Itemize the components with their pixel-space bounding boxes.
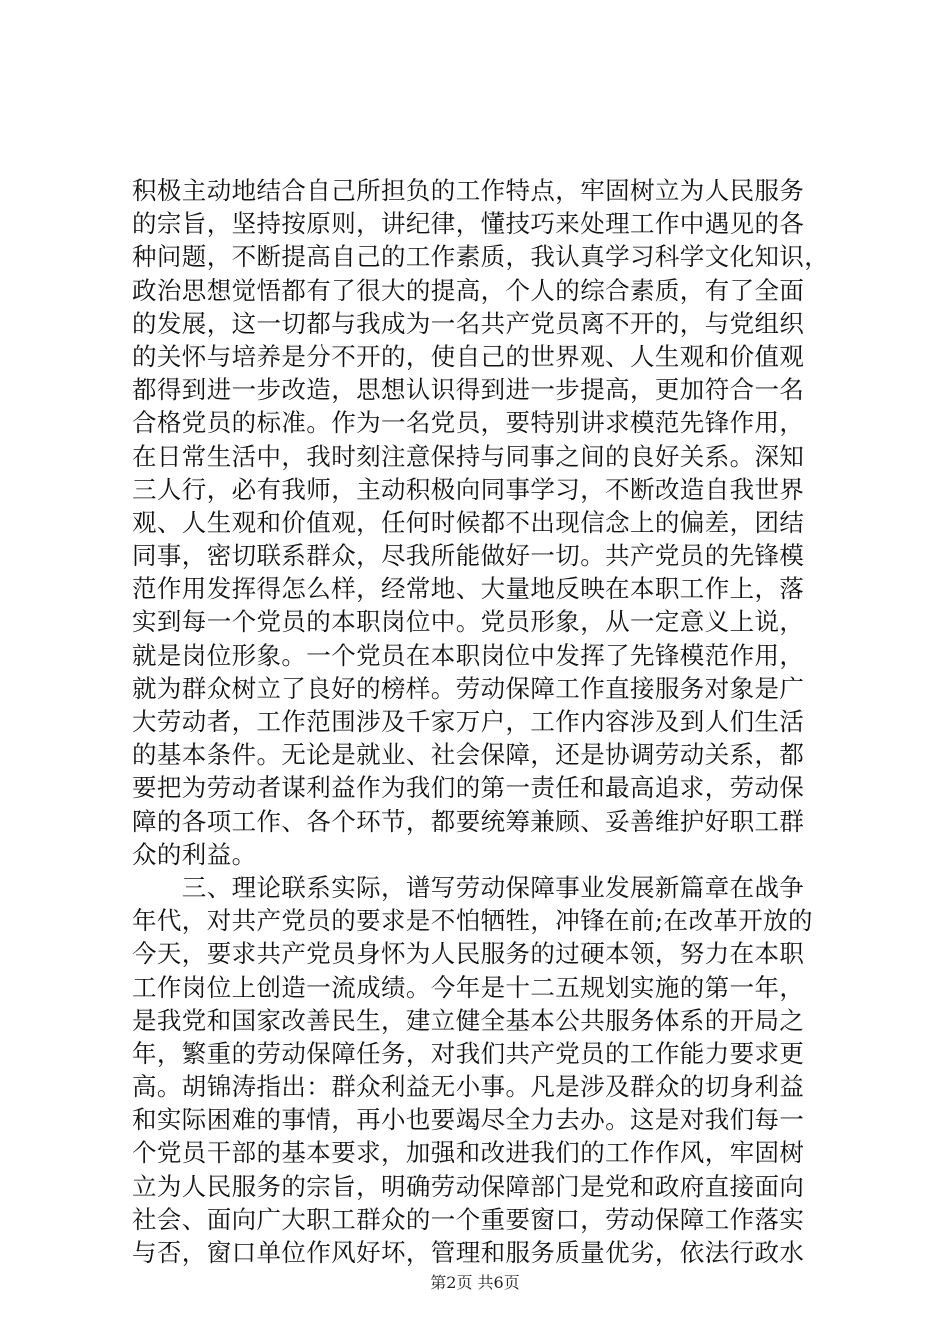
text-line: 年，繁重的劳动保障任务，对我们共产党员的工作能力要求更: [132, 1038, 805, 1068]
text-line: 积极主动地结合自己所担负的工作特点，牢固树立为人民服务: [132, 176, 805, 205]
text-line: 的宗旨，坚持按原则，讲纪律，懂技巧来处理工作中遇见的各: [132, 209, 805, 239]
text-line: 年代，对共产党员的要求是不怕牺牲，冲锋在前;在改革开放的: [132, 906, 813, 936]
text-line: 的基本条件。无论是就业、社会保障，还是协调劳动关系，都: [132, 740, 805, 770]
page-number-footer: 第2页 共6页: [430, 1273, 520, 1292]
text-line: 的发展，这一切都与我成为一名共产党员离不开的，与党组织: [132, 308, 805, 338]
text-line: 就是岗位形象。一个党员在本职岗位中发挥了先锋模范作用，: [132, 640, 805, 670]
text-line: 障的各项工作、各个环节，都要统筹兼顾、妥善维护好职工群: [132, 806, 805, 836]
text-line: 政治思想觉悟都有了很大的提高，个人的综合素质，有了全面: [132, 275, 805, 305]
text-line: 实到每一个党员的本职岗位中。党员形象，从一定意义上说，: [132, 607, 805, 637]
text-line: 都得到进一步改造，思想认识得到进一步提高，更加符合一名: [132, 375, 805, 405]
text-line: 种问题，不断提高自己的工作素质，我认真学习科学文化知识，: [132, 242, 830, 272]
text-line: 在日常生活中，我时刻注意保持与同事之间的良好关系。深知: [132, 441, 805, 471]
text-line: 范作用发挥得怎么样，经常地、大量地反映在本职工作上，落: [132, 574, 805, 604]
text-line: 合格党员的标准。作为一名党员，要特别讲求模范先锋作用，: [132, 408, 805, 438]
text-line: 立为人民服务的宗旨，明确劳动保障部门是党和政府直接面向: [132, 1171, 805, 1201]
text-line: 是我党和国家改善民生，建立健全基本公共服务体系的开局之: [132, 1005, 805, 1035]
text-line: 的关怀与培养是分不开的，使自己的世界观、人生观和价值观: [132, 341, 805, 371]
section-heading-line: 三、理论联系实际，谱写劳动保障事业发展新篇章在战争: [132, 872, 805, 902]
text-line: 三人行，必有我师，主动积极向同事学习，不断改造自我世界: [132, 474, 805, 504]
text-line: 大劳动者，工作范围涉及千家万户，工作内容涉及到人们生活: [132, 707, 805, 736]
text-line: 社会、面向广大职工群众的一个重要窗口，劳动保障工作落实: [132, 1204, 805, 1234]
text-line: 众的利益。: [132, 839, 257, 869]
text-line: 个党员干部的基本要求，加强和改进我们的工作作风，牢固树: [132, 1138, 805, 1168]
text-line: 同事，密切联系群众，尽我所能做好一切。共产党员的先锋模: [132, 541, 805, 571]
text-line: 和实际困难的事情，再小也要竭尽全力去办。这是对我们每一: [132, 1105, 805, 1135]
text-line: 工作岗位上创造一流成绩。今年是十二五规划实施的第一年，: [132, 972, 805, 1002]
text-line: 高。胡锦涛指出：群众利益无小事。凡是涉及群众的切身利益: [132, 1072, 805, 1102]
text-line: 观、人生观和价值观，任何时候都不出现信念上的偏差，团结: [132, 507, 805, 537]
text-line: 与否，窗口单位作风好坏，管理和服务质量优劣，依法行政水: [132, 1238, 805, 1267]
body-text: [132, 174, 832, 1269]
text-line: 今天，要求共产党员身怀为人民服务的过硬本领，努力在本职: [132, 939, 805, 969]
text-line: 要把为劳动者谋利益作为我们的第一责任和最高追求，劳动保: [132, 773, 805, 803]
text-line: 就为群众树立了良好的榜样。劳动保障工作直接服务对象是广: [132, 673, 805, 703]
